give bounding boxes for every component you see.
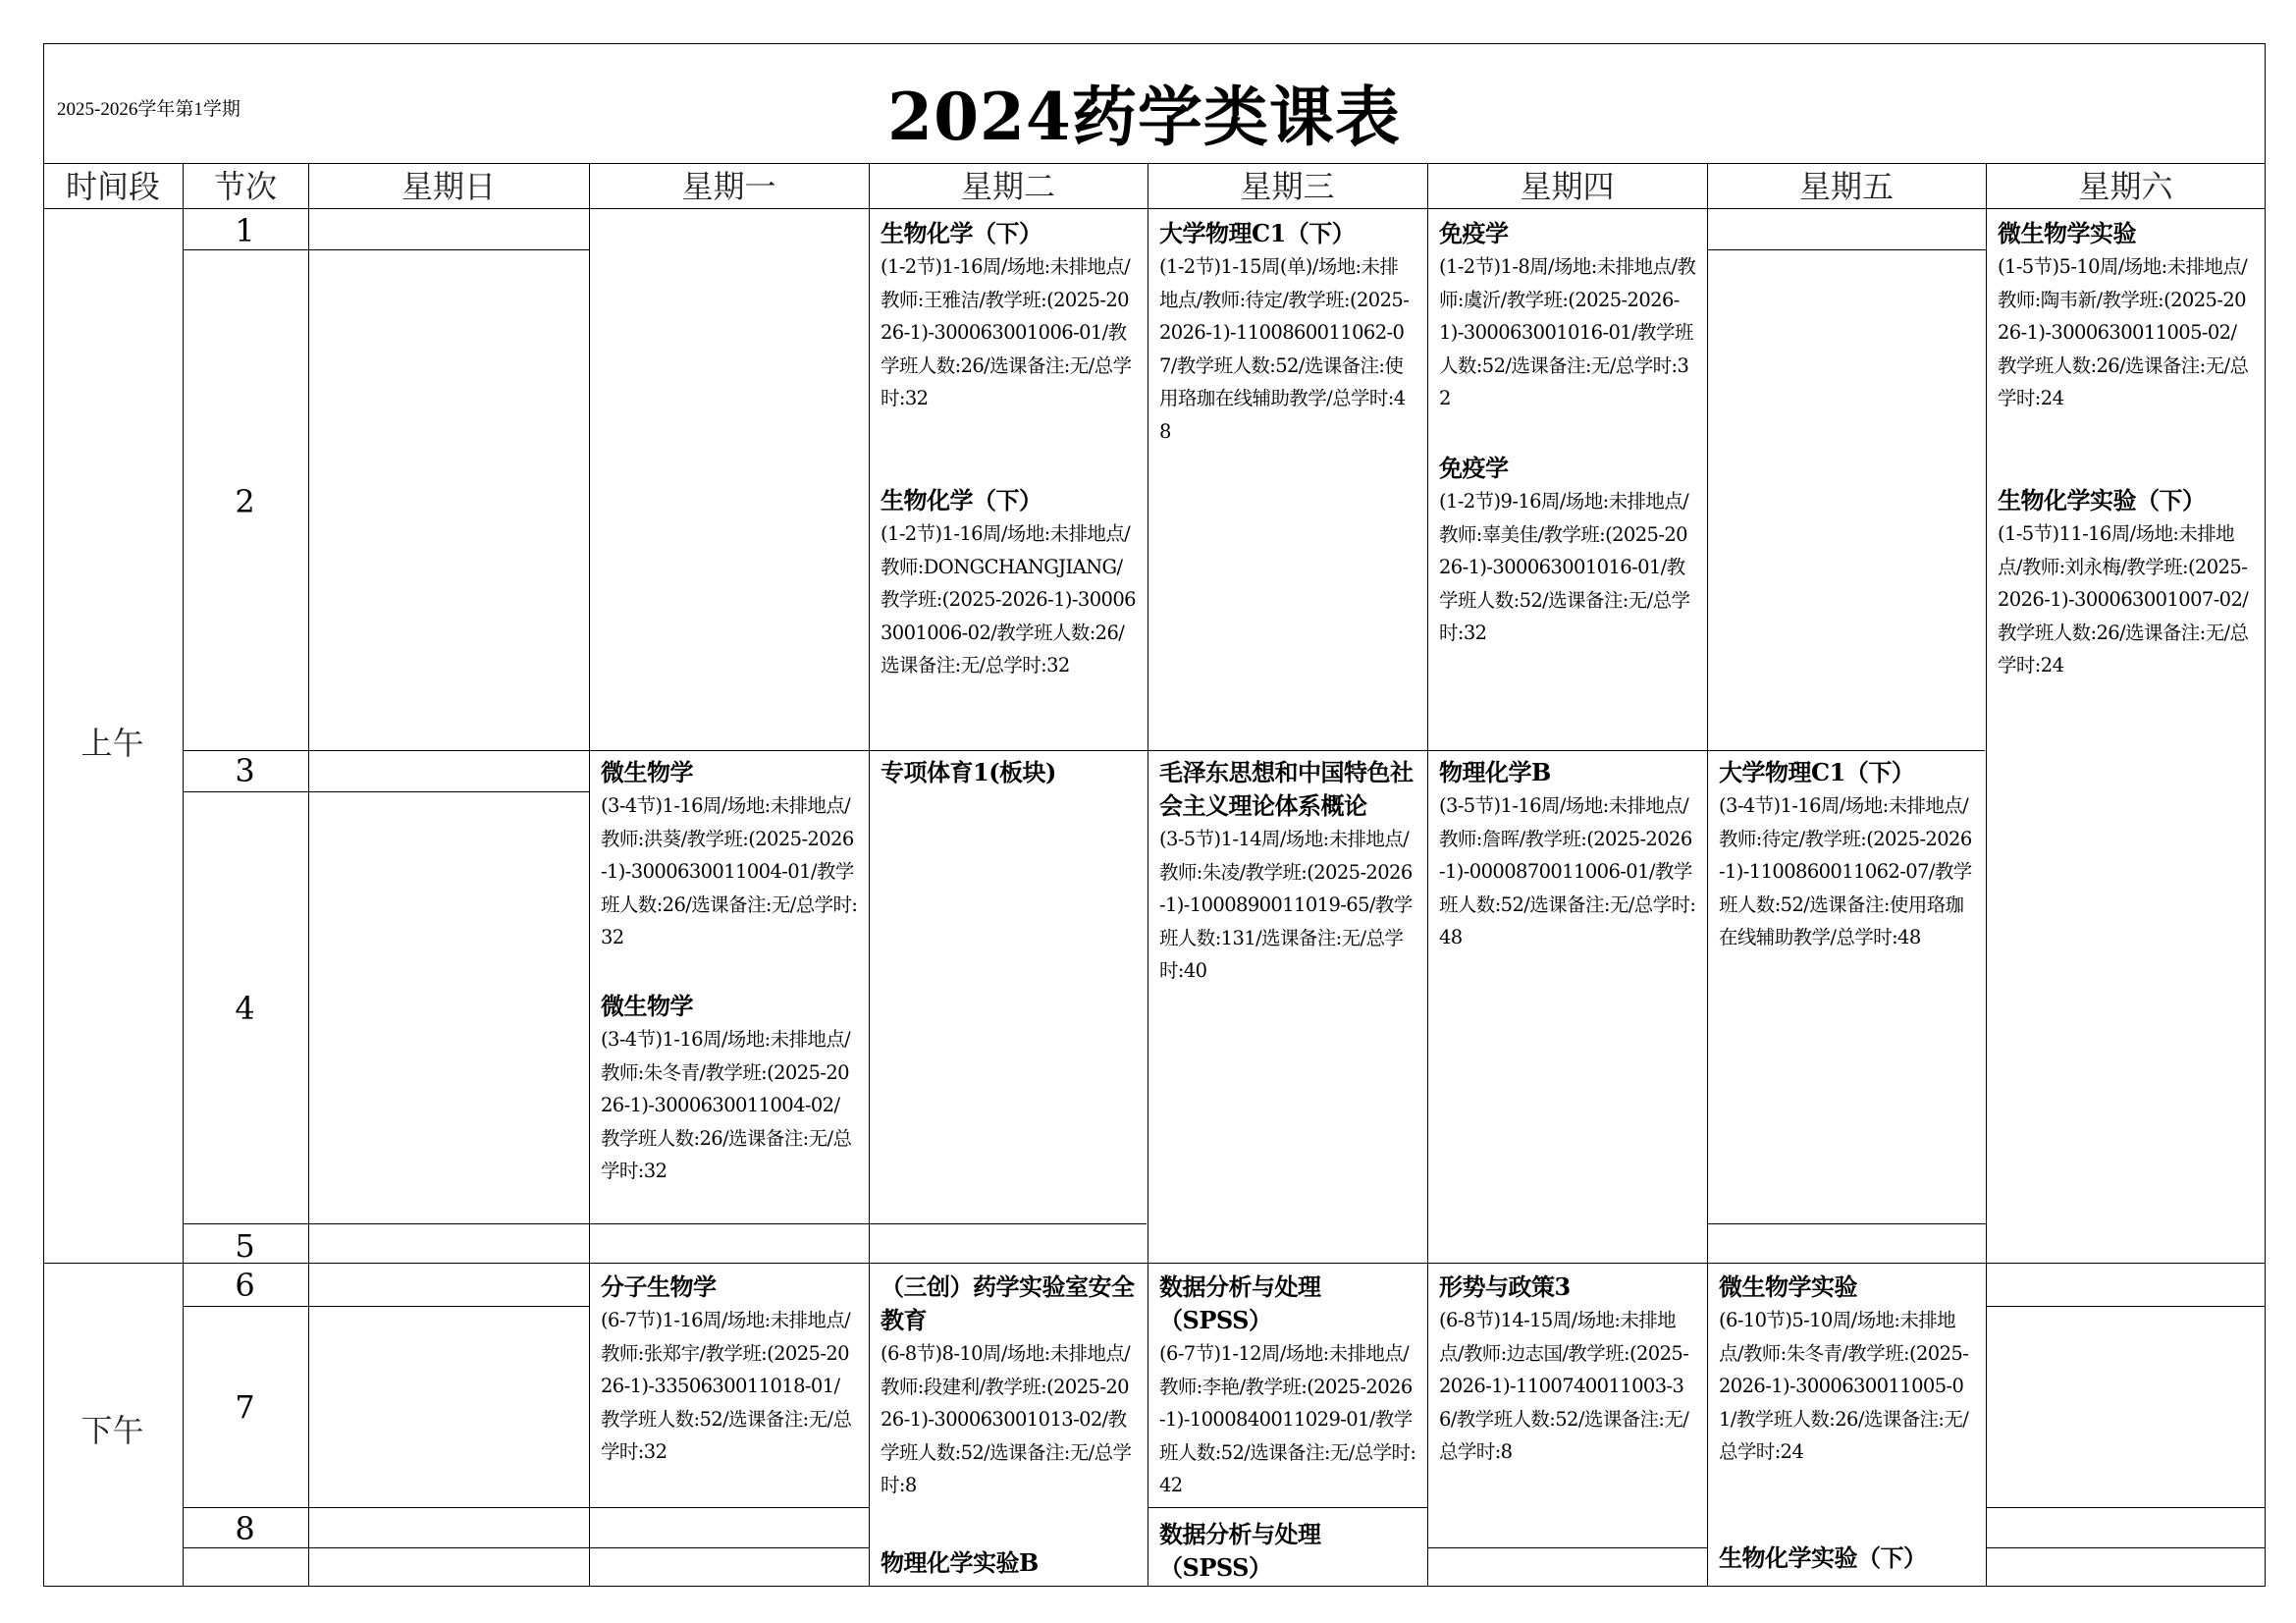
grid-line <box>1427 163 1428 1587</box>
course-entry[interactable] <box>1719 1542 1976 1575</box>
segment-morning: 上午 <box>80 725 144 762</box>
course-title: 微生物学实验 <box>1998 219 2136 247</box>
segment-afternoon: 下午 <box>80 1412 144 1449</box>
grid-line <box>1707 249 1986 250</box>
course-title: 免疫学 <box>1439 454 1509 482</box>
header-wednesday: 星期三 <box>1240 168 1335 205</box>
period-number: 1 <box>235 212 255 249</box>
grid-line <box>1986 1507 2266 1508</box>
course-entry[interactable] <box>601 1271 858 1469</box>
grid-line <box>589 163 590 1587</box>
course-detail: (1-2节)1-15周(单)/场地:未排地点/教师:待定/教学班:(2025-2026-1)-1100860011062-07/教学班人数:52/选课备注:使用珞珈在线辅助教学/总学时:48 <box>1159 255 1410 443</box>
grid-line <box>183 1306 590 1307</box>
course-entry[interactable] <box>601 756 858 954</box>
course-detail: (1-2节)1-8周/场地:未排地点/教师:虞沂/教学班:(2025-2026-1)-300063001016-01/教学班人数:52/选课备注:无/总学时:32 <box>1439 255 1696 409</box>
course-detail: (3-5节)1-14周/场地:未排地点/教师:朱凌/教学班:(2025-2026-1)-1000890011019-65/教学班人数:131/选课备注:无/总学时:40 <box>1159 828 1413 982</box>
grid-line <box>1986 1306 2266 1307</box>
course-entry[interactable] <box>881 756 1138 789</box>
course-entry[interactable] <box>1439 1271 1696 1469</box>
grid-line <box>869 163 870 1587</box>
course-entry[interactable] <box>1159 1518 1416 1585</box>
course-title: 大学物理C1（下） <box>1719 758 1915 786</box>
course-title: 微生物学 <box>601 992 693 1020</box>
course-entry[interactable] <box>1159 1271 1416 1502</box>
period-number: 7 <box>235 1388 255 1426</box>
course-entry[interactable] <box>1998 484 2255 682</box>
course-title: 大学物理C1（下） <box>1159 219 1356 247</box>
course-entry[interactable] <box>881 484 1138 682</box>
header-time-segment: 时间段 <box>65 168 160 205</box>
header-period: 节次 <box>213 168 277 205</box>
course-entry[interactable] <box>1159 756 1416 988</box>
course-entry[interactable] <box>1159 217 1416 448</box>
course-title: 物理化学实验B <box>881 1548 1039 1577</box>
period-number: 3 <box>235 752 255 789</box>
course-title: 分子生物学 <box>601 1272 717 1301</box>
course-detail: (6-7节)1-16周/场地:未排地点/教师:张郑宇/教学班:(2025-2026-1)-3350630011018-01/教学班人数:52/选课备注:无/总学时:32 <box>601 1309 852 1463</box>
grid-line <box>308 163 309 1587</box>
period-number: 8 <box>235 1510 255 1547</box>
header-monday: 星期一 <box>681 168 776 205</box>
course-title: 生物化学（下） <box>881 219 1042 247</box>
grid-line <box>43 208 2266 209</box>
course-entry[interactable] <box>1998 217 2255 415</box>
grid-line <box>183 163 184 1587</box>
course-detail: (1-5节)5-10周/场地:未排地点/教师:陶韦新/教学班:(2025-2026-1)-3000630011005-02/教学班人数:26/选课备注:无/总学时:24 <box>1998 255 2249 409</box>
course-title: 形势与政策3 <box>1439 1272 1571 1301</box>
course-detail: (6-10节)5-10周/场地:未排地点/教师:朱冬青/教学班:(2025-2026-1)-3000630011005-01/教学班人数:26/选课备注:无/总学时:24 <box>1719 1309 1969 1463</box>
grid-line <box>183 1547 869 1548</box>
course-title: 毛泽东思想和中国特色社会主义理论体系概论 <box>1159 758 1414 820</box>
header-sunday: 星期日 <box>400 168 496 205</box>
grid-line <box>1427 1547 1707 1548</box>
course-title: 微生物学实验 <box>1719 1272 1857 1301</box>
grid-line <box>43 163 2266 164</box>
grid-line <box>1986 163 1987 1587</box>
course-entry[interactable] <box>1439 452 1696 650</box>
period-number: 2 <box>235 483 255 520</box>
course-detail: (3-4节)1-16周/场地:未排地点/教师:待定/教学班:(2025-2026-1)-1100860011062-07/教学班人数:52/选课备注:使用珞珈在线辅助教学/总学时:48 <box>1719 794 1972 948</box>
grid-line <box>1707 163 1708 1587</box>
header-tuesday: 星期二 <box>960 168 1055 205</box>
course-title: 生物化学（下） <box>881 486 1042 514</box>
course-entry[interactable] <box>1439 756 1696 954</box>
course-detail: (3-4节)1-16周/场地:未排地点/教师:朱冬青/教学班:(2025-2026-1)-3000630011004-02/教学班人数:26/选课备注:无/总学时:32 <box>601 1028 852 1182</box>
grid-line <box>43 1263 2266 1264</box>
course-entry[interactable] <box>1719 1271 1976 1469</box>
course-title: 专项体育1(板块) <box>881 758 1056 786</box>
course-title: 微生物学 <box>601 758 693 786</box>
course-title: 免疫学 <box>1439 219 1509 247</box>
grid-line <box>183 791 590 792</box>
header-thursday: 星期四 <box>1520 168 1615 205</box>
grid-line <box>1148 1507 1427 1508</box>
course-entry[interactable] <box>601 990 858 1188</box>
grid-line <box>1986 1547 2266 1548</box>
course-detail: (3-4节)1-16周/场地:未排地点/教师:洪葵/教学班:(2025-2026-1)-3000630011004-01/教学班人数:26/选课备注:无/总学时:32 <box>601 794 858 948</box>
course-title: 物理化学B <box>1439 758 1551 786</box>
course-entry[interactable] <box>881 217 1138 415</box>
course-entry[interactable] <box>1439 217 1696 415</box>
page-title <box>0 65 2296 158</box>
course-title: 数据分析与处理（SPSS） <box>1159 1272 1321 1334</box>
course-detail: (6-7节)1-12周/场地:未排地点/教师:李艳/教学班:(2025-2026-1)-1000840011029-01/教学班人数:52/选课备注:无/总学时:42 <box>1159 1342 1416 1496</box>
course-detail: (3-5节)1-16周/场地:未排地点/教师:詹晖/教学班:(2025-2026-1)-0000870011006-01/教学班人数:52/选课备注:无/总学时:48 <box>1439 794 1696 948</box>
grid-line <box>183 1223 1147 1224</box>
course-title: 生物化学实验（下） <box>1998 486 2206 514</box>
title-text: 2024药学类课表 <box>887 79 1401 155</box>
term-label: 2025-2026学年第1学期 <box>57 99 240 120</box>
grid-line <box>183 249 590 250</box>
grid-line <box>1707 1223 1986 1224</box>
course-detail: (1-2节)1-16周/场地:未排地点/教师:DONGCHANGJIANG/教学班:(2025-2026-1)-300063001006-02/教学班人数:26/选课备注:无/总学时:32 <box>881 522 1136 676</box>
course-title: （三创）药学实验室安全教育 <box>881 1272 1135 1334</box>
grid-line <box>183 750 1985 751</box>
period-number: 5 <box>235 1227 255 1265</box>
course-entry[interactable] <box>1719 756 1976 954</box>
course-detail: (1-2节)1-16周/场地:未排地点/教师:王雅洁/教学班:(2025-2026-1)-300063001006-01/教学班人数:26/选课备注:无/总学时:32 <box>881 255 1132 409</box>
course-title: 数据分析与处理（SPSS） <box>1159 1520 1321 1582</box>
course-detail: (1-2节)9-16周/场地:未排地点/教师:辜美佳/教学班:(2025-2026-1)-300063001016-01/教学班人数:52/选课备注:无/总学时:32 <box>1439 490 1690 644</box>
course-detail: (6-8节)14-15周/场地:未排地点/教师:边志国/教学班:(2025-2026-1)-1100740011003-36/教学班人数:52/选课备注:无/总学时:8 <box>1439 1309 1689 1463</box>
course-detail: (1-5节)11-16周/场地:未排地点/教师:刘永梅/教学班:(2025-2026-1)-300063001007-02/教学班人数:26/选课备注:无/总学时:24 <box>1998 522 2249 676</box>
header-friday: 星期五 <box>1798 168 1894 205</box>
grid-line <box>183 1507 869 1508</box>
course-entry[interactable] <box>881 1271 1138 1502</box>
period-number: 4 <box>235 990 255 1027</box>
header-saturday: 星期六 <box>2078 168 2173 205</box>
period-number: 6 <box>235 1267 255 1304</box>
course-detail: (6-8节)8-10周/场地:未排地点/教师:段建利/教学班:(2025-2026-1)-300063001013-02/教学班人数:52/选课备注:无/总学时:8 <box>881 1342 1132 1496</box>
course-title: 生物化学实验（下） <box>1719 1543 1927 1572</box>
course-entry[interactable] <box>881 1546 1138 1580</box>
